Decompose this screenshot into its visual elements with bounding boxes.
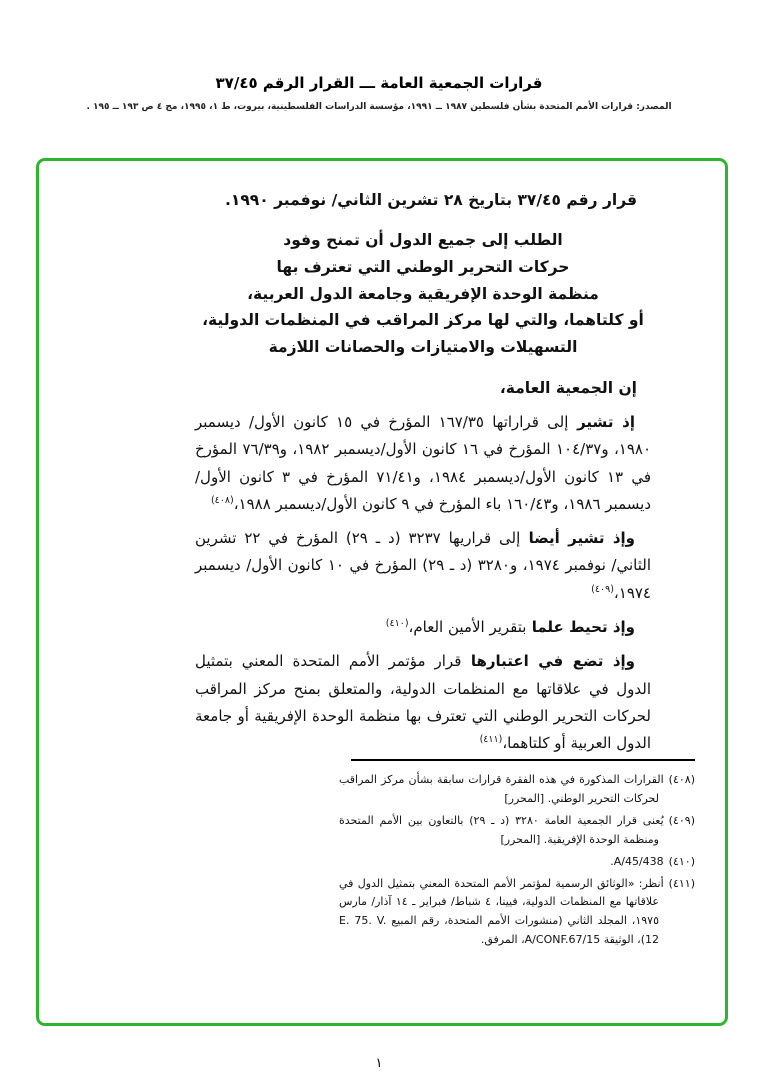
- paragraph-text: إلى قراريها ٣٢٣٧ (د ـ ٢٩) المؤرخ في ٢٢ تشرين الثاني/ نوفمبر ١٩٧٤، و٣٢٨٠ (د ـ ٢٩) المؤرخ في ١٠ كانون الأول/ ديسمبر ١٩٧٤،: [195, 529, 651, 602]
- footnote: [339, 875, 695, 951]
- header-title: قرارات الجمعية العامة ـــ القرار الرقم ٣٧/٤٥: [215, 74, 543, 92]
- header-source-line: المصدر: قرارات الأمم المتحدة بشأن فلسطين ١٩٨٧ ــ ١٩٩١، مؤسسة الدراسات الفلسطينية، بيروت، ط ١، ١٩٩٥، مج ٤ ص ١٩٣ ــ ١٩٥ .: [86, 102, 672, 112]
- footnote-reference: (٤١٠): [385, 618, 409, 630]
- paragraph-lead: وإذ تحيط علما: [526, 618, 635, 637]
- resolution-paragraph: [195, 409, 651, 518]
- paragraph-text: بتقرير الأمين العام،: [408, 618, 527, 637]
- resolution-box: [36, 158, 728, 1026]
- resolution-subtitle: [195, 227, 651, 360]
- footnote-reference: (٤٠٨): [210, 494, 234, 506]
- footnote-marker: (٤١٠): [668, 854, 695, 868]
- footnote-text: يُعنى قرار الجمعية العامة ٣٢٨٠ (د ـ ٢٩) بالتعاون بين الأمم المتحدة ومنظمة الوحدة الإفريقية. [المحرر]: [339, 813, 664, 846]
- footnote-text: A/45/438.: [610, 854, 664, 868]
- resolution-paragraph: [195, 648, 651, 757]
- page-number: ١: [375, 1056, 383, 1071]
- subtitle-line: التسهيلات والامتيازات والحصانات اللازمة: [268, 337, 578, 356]
- paragraph-lead: إذ تشير: [568, 412, 635, 431]
- footnote-marker: (٤٠٨): [668, 773, 695, 786]
- paragraph-lead: وإذ تضع في اعتبارها: [461, 652, 635, 671]
- resolution-body: [195, 187, 651, 758]
- footnote-separator: [351, 759, 695, 761]
- footnote-marker: (٤١١): [668, 876, 695, 890]
- subtitle-line: حركات التحرير الوطني التي تعترف بها: [276, 258, 570, 276]
- resolution-opening: إن الجمعية العامة،: [499, 378, 637, 397]
- paragraph-lead: وإذ تشير أيضا: [520, 529, 636, 548]
- resolution-paragraph: [195, 525, 651, 607]
- resolution-paragraph: [195, 614, 651, 641]
- footnote-text: أنظر: «الوثائق الرسمية لمؤتمر الأمم المتحدة المعني بتمثيل الدول في علاقاتها مع المنظمات الدولية، فيينا، ٤ شباط/ فبراير ـ ١٤ آذار/ مارس ١٩٧٥، المجلد الثاني (منشورات الأمم المتحدة، رقم المبيع E. 75. V. 12)، الوثيقة A/CONF.67/15، المرفق.: [339, 876, 664, 947]
- subtitle-line: منظمة الوحدة الإفريقية وجامعة الدول العربية،: [247, 284, 599, 303]
- footnote-reference: (٤٠٩): [591, 583, 614, 595]
- page-header: [0, 74, 758, 112]
- footnote-reference: (٤١١): [479, 734, 503, 746]
- resolution-title: قرار رقم ٣٧/٤٥ بتاريخ ٢٨ تشرين الثاني/ نوفمبر ١٩٩٠.: [225, 191, 637, 209]
- paragraph-text: قرار مؤتمر الأمم المتحدة المعني بتمثيل الدول في علاقاتها مع المنظمات الدولية، والمتعلق بمنح مركز المراقب لحركات التحرير الوطني التي تعترف بها منظمة الوحدة الإفريقية أو جامعة الدول العربية أو كلتاهما،: [195, 652, 651, 753]
- subtitle-line: الطلب إلى جميع الدول أن تمنح وفود: [283, 231, 563, 250]
- footnote: [339, 771, 695, 809]
- paragraph-text: إلى قراراتها ١٦٧/٣٥ المؤرخ في ١٥ كانون الأول/ ديسمبر ١٩٨٠، و١٠٤/٣٧ المؤرخ في ١٦ كانون الأول/ديسمبر ١٩٨٢، و٧٦/٣٩ المؤرخ في ١٣ كانون الأول/ديسمبر ١٩٨٤، و٧١/٤١ المؤرخ في ٣ كانون الأول/ديسمبر ١٩٨٦، و١٦٠/٤٣ باء المؤرخ في ٩ كانون الأول/ديسمبر ١٩٨٨،: [195, 412, 652, 513]
- footnote: [339, 812, 695, 850]
- subtitle-line: أو كلتاهما، والتي لها مركز المراقب في المنظمات الدولية،: [202, 311, 644, 330]
- footnote-marker: (٤٠٩): [668, 813, 695, 827]
- footnotes-section: [339, 759, 695, 953]
- footnote: [339, 853, 695, 872]
- footnote-text: القرارات المذكورة في هذه الفقرة قرارات سابقة بشأن مركز المراقب لحركات التحرير الوطني. [المحرر]: [339, 773, 664, 805]
